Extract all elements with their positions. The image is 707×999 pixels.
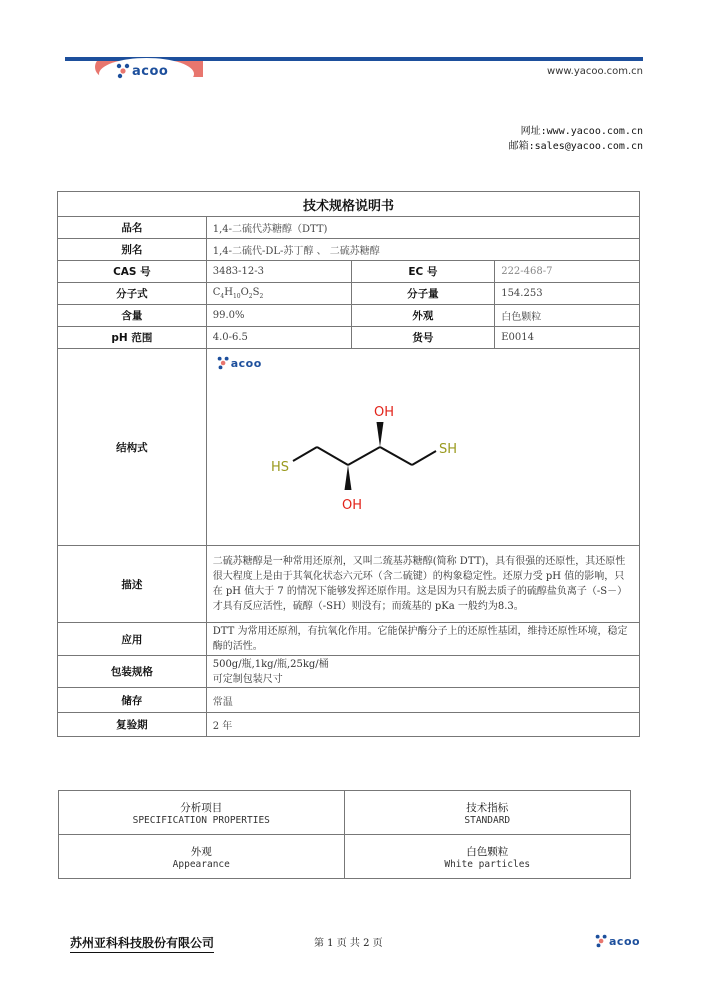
appearance-property-en: Appearance (172, 858, 230, 870)
contact-website[interactable]: 网址:www.yacoo.com.cn (520, 126, 643, 137)
analysis-table (58, 790, 631, 879)
spec-title: 技术规格说明书 (58, 192, 640, 217)
alias-value: 1,4-二硫代-DL-苏丁醇 、 二硫苏糖醇 (206, 239, 639, 261)
bond-c4-sh (412, 451, 436, 465)
footer-page-number: 第 1 页 共 2 页 (314, 938, 383, 949)
wedge-bond-bottom (344, 465, 351, 490)
description-label: 描述 (58, 546, 207, 623)
formula-c: C (212, 287, 221, 298)
table-row (58, 261, 640, 283)
appearance-value: 白色颗粒 (495, 305, 640, 327)
oh-top-label: OH (373, 405, 394, 420)
formula-s-count: 2 (259, 293, 264, 300)
header-logo (116, 63, 168, 79)
packaging-value (206, 656, 639, 688)
appearance-standard-cn: 白色颗粒 (466, 845, 509, 858)
table-row (58, 349, 640, 546)
table-row (58, 688, 640, 713)
mw-value: 154.253 (495, 283, 640, 305)
formula-label: 分子式 (58, 283, 207, 305)
structure-label: 结构式 (58, 349, 207, 546)
col2-header-en: STANDARD (464, 814, 511, 826)
appearance-standard-en: White particles (444, 858, 531, 870)
appearance-standard-cell (344, 835, 630, 879)
structure-cell (206, 349, 639, 546)
content-value: 99.0% (206, 305, 351, 327)
oh-bottom-label: OH (341, 498, 362, 513)
mw-label: 分子量 (351, 283, 495, 305)
footer-logo-text: acoo (609, 934, 641, 948)
table-row (58, 623, 640, 656)
wedge-bond-top (376, 422, 383, 447)
header-site-url[interactable]: www.yacoo.com.cn (547, 66, 643, 77)
table-row (58, 713, 640, 737)
appearance-property-cn: 外观 (190, 845, 212, 858)
structure-logo-text: acoo (230, 356, 262, 370)
formula-value (206, 283, 351, 305)
cas-label: CAS 号 (58, 261, 207, 283)
cas-value: 3483-12-3 (206, 261, 351, 283)
footer-logo (595, 934, 640, 948)
alias-label: 别名 (58, 239, 207, 261)
dtt-structure-diagram (207, 349, 640, 545)
packaging-label: 包装规格 (58, 656, 207, 688)
formula-h-count: 10 (232, 293, 241, 300)
col2-header-cn: 技术指标 (466, 801, 509, 814)
appearance-property-cell (59, 835, 345, 879)
description-value: 二硫苏糖醇是一种常用还原剂，又叫二巯基苏糖醇(简称 DTT)，具有很强的还原性，其还原性很大程度上是由于其氧化状态六元环（含二硫键）的构象稳定性。还原力受 pH 值的影响，只在 pH 值大于 7 的情况下能够发挥还原作用。这是因为只有脱去质子的硫醇盐负离子（-S－）才具有反应活性，硫醇（-SH）则没有；而巯基的 pKa 一般约为8.3。 (206, 546, 639, 623)
packaging-line-2: 可定制包装尺寸 (212, 673, 283, 685)
table-row (59, 835, 631, 879)
table-row (58, 239, 640, 261)
ec-value: 222-468-7 (495, 261, 640, 283)
name-label: 品名 (58, 217, 207, 239)
catalog-label: 货号 (351, 327, 495, 349)
packaging-line-1: 500g/瓶,1kg/瓶,25kg/桶 (212, 658, 329, 670)
ph-label: pH 范围 (58, 327, 207, 349)
bond-c2-c3 (348, 447, 380, 465)
col1-header-cn: 分析项目 (180, 801, 223, 814)
table-row (58, 217, 640, 239)
table-row (58, 305, 640, 327)
spec-title-row (58, 192, 640, 217)
storage-value: 常温 (206, 688, 639, 713)
formula-c-count: 4 (220, 293, 225, 300)
retest-value: 2 年 (206, 713, 639, 737)
ec-label: EC 号 (351, 261, 495, 283)
col1-header-en: SPECIFICATION PROPERTIES (132, 814, 270, 826)
bond-c3-c4 (380, 447, 412, 465)
storage-label: 储存 (58, 688, 207, 713)
ph-value: 4.0-6.5 (206, 327, 351, 349)
logo-dots-icon (116, 63, 132, 79)
formula-o: O (240, 287, 249, 298)
analysis-header-row (59, 791, 631, 835)
logo-dots-icon (595, 934, 609, 948)
content-label: 含量 (58, 305, 207, 327)
application-label: 应用 (58, 623, 207, 656)
retest-label: 复验期 (58, 713, 207, 737)
table-row (58, 656, 640, 688)
table-row (58, 327, 640, 349)
analysis-col1-header (59, 791, 345, 835)
bond-c1-c2 (317, 447, 348, 465)
formula-s: S (252, 287, 260, 298)
formula-h: H (224, 287, 233, 298)
contact-email[interactable]: 邮箱:sales@yacoo.com.cn (508, 141, 643, 152)
table-row (58, 546, 640, 623)
spec-table (57, 191, 640, 737)
bond-hs-c1 (293, 447, 317, 461)
formula-o-count: 2 (248, 293, 253, 300)
analysis-col2-header (344, 791, 630, 835)
catalog-value: E0014 (495, 327, 640, 349)
hs-left-label: HS (270, 460, 289, 475)
header-logo-text: acoo (132, 63, 169, 79)
table-row (58, 283, 640, 305)
footer-company: 苏州亚科科技股份有限公司 (70, 934, 214, 953)
application-value: DTT 为常用还原剂，有抗氧化作用。它能保护酶分子上的还原性基团，维持还原性环境，稳定酶的活性。 (206, 623, 639, 656)
sh-right-label: SH (438, 442, 457, 457)
appearance-label: 外观 (351, 305, 495, 327)
name-value: 1,4-二硫代苏糖醇（DTT) (206, 217, 639, 239)
